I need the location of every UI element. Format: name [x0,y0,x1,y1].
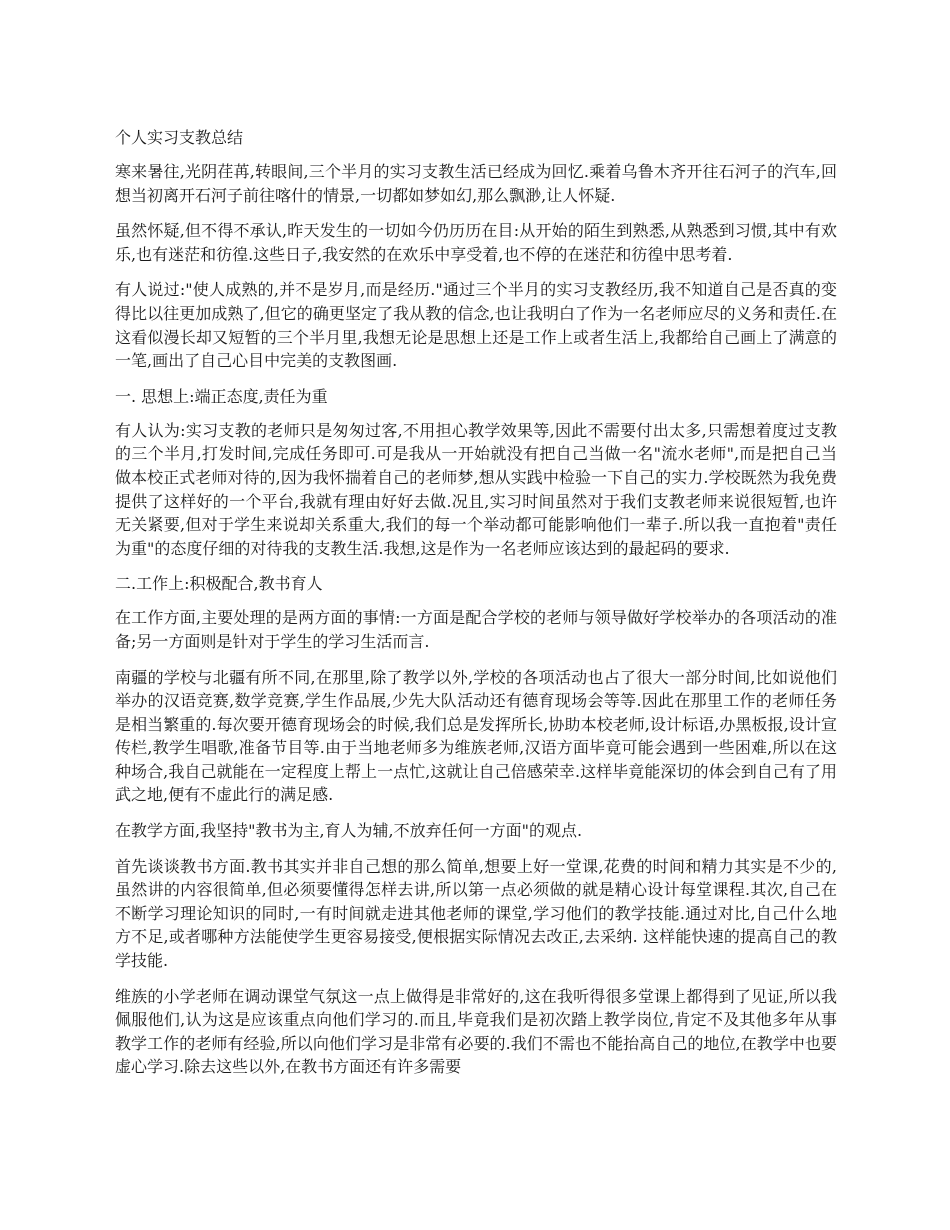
paragraph-4: 有人认为:实习支教的老师只是匆匆过客,不用担心教学效果等,因此不需要付出太多,只需想着度过支教的三个半月,打发时间,完成任务即可.可是我从一开始就没有把自己当做一名"流水老师",而是把自己当做本校正式老师对待的,因为我怀揣着自己的老师梦,想从实践中检验一下自己的实力.学校既然为我免费提供了这样好的一个平台,我就有理由好好去做.况且,实习时间虽然对于我们支教老师来说很短暂,也许无关紧要,但对于学生来说却关系重大,我们的每一个举动都可能影响他们一辈子.所以我一直抱着"责任为重"的态度仔细的对待我的支教生活.我想,这是作为一名老师应该达到的最起码的要求. [115,420,837,558]
paragraph-8: 首先谈谈教书方面.教书其实并非自己想的那么简单,想要上好一堂课,花费的时间和精力其实是不少的,虽然讲的内容很简单,但必须要懂得怎样去讲,所以第一点必须做的就是精心设计每堂课程.其次,自己在不断学习理论知识的同时,一有时间就走进其他老师的课堂,学习他们的教学技能.通过对比,自己什么地方不足,或者哪种方法能使学生更容易接受,便根据实际情况去改正,去采纳. 这样能快速的提高自己的教学技能. [115,856,837,971]
document-title: 个人实习支教总结 [115,128,244,147]
paragraph-7: 在教学方面,我坚持"教书为主,育人为辅,不放弃任何一方面"的观点. [115,821,583,841]
paragraph-6: 南疆的学校与北疆有所不同,在那里,除了教学以外,学校的各项活动也占了很大一部分时间,比如说他们举办的汉语竞赛,数学竞赛,学生作品展,少先大队活动还有德育现场会等等.因此在那里工作的老师任务是相当繁重的.每次要开德育现场会的时候,我们总是发挥所长,协助本校老师,设计标语,办黑板报,设计宣传栏,教学生唱歌,准备节目等.由于当地老师多为维族老师,汉语方面毕竟可能会遇到一些困难,所以在这种场合,我自己就能在一定程度上帮上一点忙,这就让自己倍感荣幸.这样毕竟能深切的体会到自己有了用武之地,便有不虚此行的满足感. [115,667,837,805]
section-heading-2: 二.工作上:积极配合,教书育人 [115,574,323,594]
paragraph-1: 寒来暑往,光阴荏苒,转眼间,三个半月的实习支教生活已经成为回忆.乘着乌鲁木齐开往石河子的汽车,回想当初离开石河子前往喀什的情景,一切都如梦如幻,那么飘渺,让人怀疑. [115,162,837,205]
paragraph-9: 维族的小学老师在调动课堂气氛这一点上做得是非常好的,这在我听得很多堂课上都得到了见证,所以我佩服他们,认为这是应该重点向他们学习的.而且,毕竟我们是初次踏上教学岗位,肯定不及其他多年从事教学工作的老师有经验,所以向他们学习是非常有必要的.我们不需也不能抬高自己的地位,在教学中也要虚心学习.除去这些以外,在教书方面还有许多需要 [115,986,837,1077]
document-page [115,126,837,1091]
paragraph-2: 虽然怀疑,但不得不承认,昨天发生的一切如今仍历历在目:从开始的陌生到熟悉,从熟悉到习惯,其中有欢乐,也有迷茫和彷徨.这些日子,我安然的在欢乐中享受着,也不停的在迷茫和彷徨中思考着. [115,221,837,264]
paragraph-3: 有人说过:"使人成熟的,并不是岁月,而是经历."通过三个半月的实习支教经历,我不知道自己是否真的变得比以往更加成熟了,但它的确更坚定了我从教的信念,也让我明白了作为一名老师应尽的义务和责任.在这看似漫长却又短暂的三个半月里,我想无论是思想上还是工作上或者生活上,我都给自己画上了满意的一笔,画出了自己心目中完美的支教图画. [115,280,837,371]
paragraph-5: 在工作方面,主要处理的是两方面的事情:一方面是配合学校的老师与领导做好学校举办的各项活动的准备;另一方面则是针对于学生的学习生活而言. [115,608,837,651]
section-heading-1: 一. 思想上:端正态度,责任为重 [115,386,328,406]
